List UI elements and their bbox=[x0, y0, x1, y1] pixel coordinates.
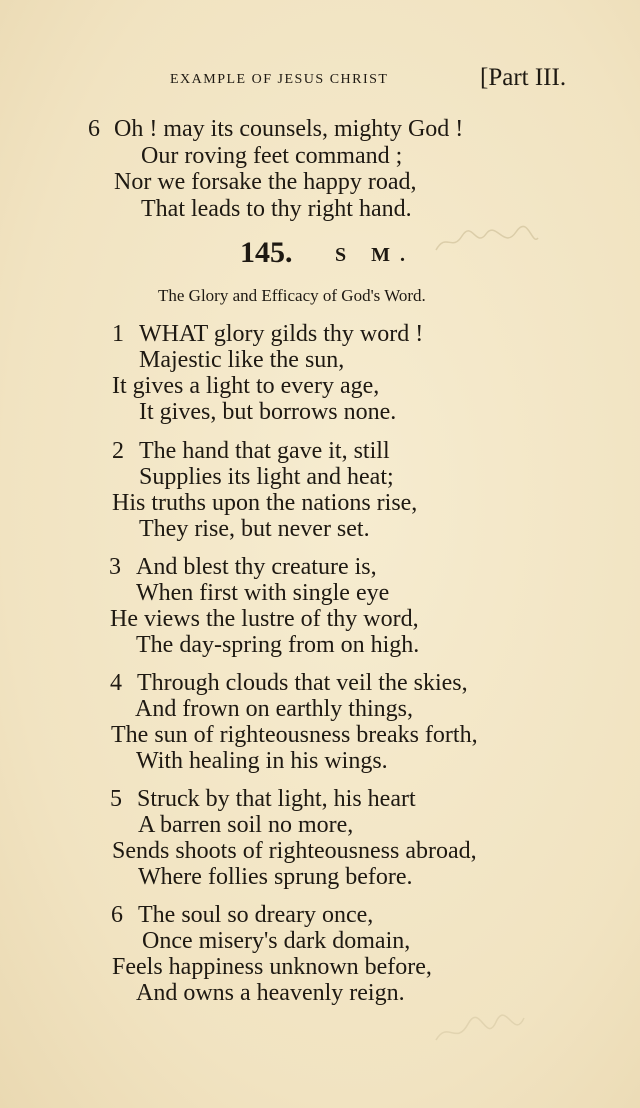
verse-line: It gives a light to every age, bbox=[112, 373, 380, 399]
verse-line: Supplies its light and heat; bbox=[139, 464, 394, 490]
verse-line: Where follies sprung before. bbox=[138, 864, 413, 890]
verse-line: Once misery's dark domain, bbox=[142, 928, 411, 954]
verse-line: And frown on earthly things, bbox=[135, 696, 413, 722]
verse-line: Feels happiness unknown before, bbox=[112, 954, 432, 980]
verse-line: The day-spring from on high. bbox=[136, 632, 420, 658]
running-title: EXAMPLE OF JESUS CHRIST bbox=[170, 72, 389, 87]
verse-line: He views the lustre of thy word, bbox=[110, 606, 419, 632]
hymn-title: The Glory and Efficacy of God's Word. bbox=[158, 286, 426, 305]
verse-number: 4 bbox=[110, 670, 122, 696]
verse-number: 6 bbox=[111, 902, 123, 928]
verse-line: With healing in his wings. bbox=[136, 748, 388, 774]
verse-line: Our roving feet command ; bbox=[141, 143, 403, 169]
verse-number: 1 bbox=[112, 321, 124, 347]
verse-line: A barren soil no more, bbox=[138, 812, 354, 838]
verse-number: 5 bbox=[110, 786, 122, 812]
verse-line: His truths upon the nations rise, bbox=[112, 490, 418, 516]
verse-line: And blest thy creature is, bbox=[136, 554, 377, 580]
verse-line: Struck by that light, his heart bbox=[137, 786, 416, 812]
verse-line: Majestic like the sun, bbox=[139, 347, 345, 373]
verse-line: Oh ! may its counsels, mighty God ! bbox=[114, 116, 464, 142]
part-label: [Part III. bbox=[480, 64, 567, 91]
verse-line: And owns a heavenly reign. bbox=[136, 980, 405, 1006]
hymn-heading bbox=[240, 236, 440, 272]
verse-line: That leads to thy right hand. bbox=[141, 196, 412, 222]
verse-line: It gives, but borrows none. bbox=[139, 399, 397, 425]
verse-line: The hand that gave it, still bbox=[139, 438, 390, 464]
verse-line: Nor we forsake the happy road, bbox=[114, 169, 417, 195]
verse-line: Through clouds that veil the skies, bbox=[137, 670, 468, 696]
hymn-number: 145. bbox=[240, 236, 293, 269]
hymn-meter: S M. bbox=[335, 244, 415, 266]
verse-line: They rise, but never set. bbox=[139, 516, 370, 542]
verse-line: Sends shoots of righteousness abroad, bbox=[112, 838, 477, 864]
verse-line: WHAT glory gilds thy word ! bbox=[139, 321, 424, 347]
pencil-mark-top bbox=[432, 222, 542, 262]
verse-number: 3 bbox=[109, 554, 121, 580]
running-header bbox=[170, 64, 590, 98]
verse-line: The soul so dreary once, bbox=[138, 902, 374, 928]
verse-number: 2 bbox=[112, 438, 124, 464]
verse-number: 6 bbox=[88, 116, 100, 142]
verse-line: When first with single eye bbox=[136, 580, 390, 606]
pencil-mark-bottom bbox=[430, 1000, 530, 1060]
verse-line: The sun of righteousness breaks forth, bbox=[111, 722, 478, 748]
